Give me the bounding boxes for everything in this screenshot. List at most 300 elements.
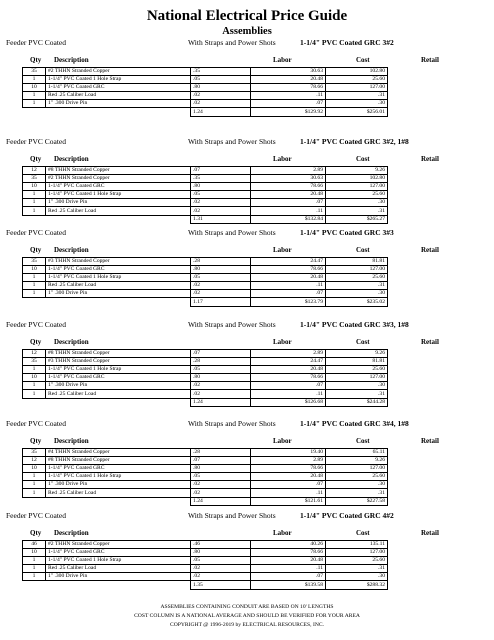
retail-cell: .30 [326, 573, 388, 581]
section-category: Feeder PVC Coated [6, 38, 66, 47]
qty-cell: 12 [23, 350, 46, 358]
description-cell: Red .25 Caliber Load [46, 390, 191, 398]
total-spacer [46, 298, 191, 306]
labor-header: Labor [273, 155, 292, 163]
table-row [23, 489, 388, 497]
qty-header: Qty [30, 437, 42, 445]
retail-cell: 127.00 [326, 465, 388, 473]
description-cell: 1-1/4" PVC Coated 1 Hole Strap [46, 76, 191, 84]
table-row [23, 274, 388, 282]
assembly-section [0, 137, 494, 224]
labor-cell: .02 [191, 207, 251, 215]
section-assembly-name: 1-1/4" PVC Coated GRC 3#3, 1#8 [300, 320, 409, 329]
cost-cell: 2.89 [251, 167, 326, 175]
retail-header: Retail [421, 338, 439, 346]
description-cell: 1" .300 Drive Pin [46, 573, 191, 581]
section-assembly-name: 1-1/4" PVC Coated GRC 3#3 [300, 228, 394, 237]
cost-cell: 20.48 [251, 274, 326, 282]
labor-cell: .35 [191, 68, 251, 76]
description-cell: #3 THHN Stranded Copper [46, 358, 191, 366]
retail-header: Retail [421, 155, 439, 163]
total-row [23, 581, 388, 589]
cost-cell: .11 [251, 565, 326, 573]
qty-cell: 1 [23, 473, 46, 481]
total-retail: $244.28 [326, 398, 388, 406]
retail-cell: .31 [326, 92, 388, 100]
cost-cell: 20.48 [251, 557, 326, 565]
section-category: Feeder PVC Coated [6, 511, 66, 520]
retail-header: Retail [421, 437, 439, 445]
qty-header: Qty [30, 246, 42, 254]
qty-cell: 1 [23, 100, 46, 108]
qty-cell: 1 [23, 282, 46, 290]
retail-cell: 65.11 [326, 449, 388, 457]
cost-cell: 40.26 [251, 541, 326, 549]
qty-cell: 1 [23, 207, 46, 215]
qty-cell: 35 [23, 175, 46, 183]
total-retail: $256.01 [326, 108, 388, 116]
cost-cell: 20.48 [251, 473, 326, 481]
labor-cell: .80 [191, 266, 251, 274]
qty-cell: 10 [23, 266, 46, 274]
description-cell: Red .25 Caliber Load [46, 282, 191, 290]
labor-cell: .07 [191, 167, 251, 175]
section-header [0, 137, 494, 149]
labor-cell: .02 [191, 481, 251, 489]
table-row [23, 266, 388, 274]
cost-header: Cost [356, 56, 370, 64]
cost-cell: .11 [251, 207, 326, 215]
labor-cell: .05 [191, 76, 251, 84]
section-note: With Straps and Power Shots [188, 419, 276, 428]
retail-cell: 25.60 [326, 557, 388, 565]
total-cost: $139.58 [251, 581, 326, 589]
description-cell: Red .25 Caliber Load [46, 92, 191, 100]
column-headers [0, 338, 494, 348]
labor-cell: .02 [191, 199, 251, 207]
total-row [23, 108, 388, 116]
retail-header: Retail [421, 246, 439, 254]
column-headers [0, 529, 494, 539]
cost-header: Cost [356, 338, 370, 346]
qty-cell: 1 [23, 366, 46, 374]
qty-cell: 1 [23, 191, 46, 199]
total-labor: 1.35 [191, 581, 251, 589]
qty-cell: 35 [23, 449, 46, 457]
table-row [23, 282, 388, 290]
cost-cell: .07 [251, 199, 326, 207]
cost-cell: 2.89 [251, 457, 326, 465]
qty-cell: 1 [23, 274, 46, 282]
description-header: Description [54, 155, 89, 163]
labor-cell: .46 [191, 541, 251, 549]
labor-header: Labor [273, 437, 292, 445]
description-header: Description [54, 529, 89, 537]
qty-cell: 10 [23, 183, 46, 191]
total-spacer [46, 581, 191, 589]
table-row [23, 457, 388, 465]
section-header [0, 38, 494, 50]
retail-cell: .30 [326, 481, 388, 489]
retail-cell: .30 [326, 382, 388, 390]
labor-cell: .80 [191, 84, 251, 92]
cost-cell: 30.63 [251, 68, 326, 76]
retail-cell: 127.00 [326, 549, 388, 557]
total-labor: 1.24 [191, 497, 251, 505]
labor-cell: .02 [191, 489, 251, 497]
total-cost: $123.79 [251, 298, 326, 306]
description-cell: #8 THHN Stranded Copper [46, 350, 191, 358]
total-row [23, 298, 388, 306]
retail-cell: 25.60 [326, 473, 388, 481]
table-row [23, 390, 388, 398]
retail-cell: 25.60 [326, 191, 388, 199]
labor-cell: .02 [191, 92, 251, 100]
qty-cell: 46 [23, 541, 46, 549]
cost-cell: 78.66 [251, 465, 326, 473]
total-row [23, 398, 388, 406]
retail-cell: 127.00 [326, 183, 388, 191]
total-labor: 1.17 [191, 298, 251, 306]
table-row [23, 465, 388, 473]
cost-cell: .07 [251, 100, 326, 108]
total-spacer [46, 108, 191, 116]
labor-cell: .02 [191, 282, 251, 290]
section-header [0, 511, 494, 523]
retail-cell: 127.00 [326, 374, 388, 382]
labor-cell: .05 [191, 191, 251, 199]
qty-cell: 1 [23, 573, 46, 581]
assembly-section [0, 38, 494, 117]
description-cell: #2 THHN Stranded Copper [46, 175, 191, 183]
labor-cell: .05 [191, 274, 251, 282]
total-retail: $265.27 [326, 215, 388, 223]
total-cost: $126.68 [251, 398, 326, 406]
labor-cell: .07 [191, 350, 251, 358]
cost-cell: 2.89 [251, 350, 326, 358]
qty-cell: 1 [23, 382, 46, 390]
qty-cell: 35 [23, 358, 46, 366]
labor-header: Labor [273, 56, 292, 64]
table-row [23, 358, 388, 366]
retail-cell: .31 [326, 282, 388, 290]
qty-cell: 1 [23, 489, 46, 497]
page-title: National Electrical Price Guide [146, 8, 348, 24]
description-cell: #2 THHN Stranded Copper [46, 68, 191, 76]
labor-cell: .80 [191, 374, 251, 382]
table-row [23, 76, 388, 84]
total-labor: 1.31 [191, 215, 251, 223]
cost-cell: 20.48 [251, 366, 326, 374]
items-table [22, 540, 388, 590]
qty-cell: 12 [23, 167, 46, 175]
section-category: Feeder PVC Coated [6, 419, 66, 428]
section-note: With Straps and Power Shots [188, 137, 276, 146]
items-table [22, 166, 388, 224]
section-category: Feeder PVC Coated [6, 320, 66, 329]
cost-header: Cost [356, 437, 370, 445]
total-row [23, 497, 388, 505]
cost-cell: 78.66 [251, 266, 326, 274]
table-row [23, 84, 388, 92]
labor-cell: .07 [191, 457, 251, 465]
labor-cell: .05 [191, 557, 251, 565]
assembly-section [0, 320, 494, 407]
labor-cell: .28 [191, 449, 251, 457]
retail-cell: 9.26 [326, 457, 388, 465]
retail-cell: 127.00 [326, 84, 388, 92]
labor-cell: .02 [191, 573, 251, 581]
total-retail: $227.58 [326, 497, 388, 505]
labor-cell: .02 [191, 565, 251, 573]
assembly-section [0, 228, 494, 307]
total-spacer [23, 108, 46, 116]
table-row [23, 290, 388, 298]
section-assembly-name: 1-1/4" PVC Coated GRC 4#2 [300, 511, 394, 520]
table-row [23, 191, 388, 199]
description-header: Description [54, 56, 89, 64]
section-assembly-name: 1-1/4" PVC Coated GRC 3#2, 1#8 [300, 137, 409, 146]
description-cell: Red .25 Caliber Load [46, 489, 191, 497]
table-row [23, 449, 388, 457]
table-row [23, 573, 388, 581]
labor-cell: .05 [191, 473, 251, 481]
qty-cell: 10 [23, 465, 46, 473]
qty-header: Qty [30, 56, 42, 64]
items-table [22, 448, 388, 506]
total-spacer [23, 215, 46, 223]
section-header [0, 419, 494, 431]
cost-cell: .11 [251, 390, 326, 398]
items-table [22, 349, 388, 407]
description-cell: 1" .300 Drive Pin [46, 199, 191, 207]
qty-cell: 1 [23, 565, 46, 573]
cost-header: Cost [356, 529, 370, 537]
cost-cell: 24.47 [251, 258, 326, 266]
description-cell: #4 THHN Stranded Copper [46, 449, 191, 457]
qty-cell: 35 [23, 258, 46, 266]
description-cell: 1-1/4" PVC Coated 1 Hole Strap [46, 274, 191, 282]
labor-cell: .05 [191, 366, 251, 374]
description-cell: 1-1/4" PVC Coated GRC [46, 374, 191, 382]
table-row [23, 175, 388, 183]
qty-cell: 1 [23, 557, 46, 565]
section-note: With Straps and Power Shots [188, 228, 276, 237]
table-row [23, 100, 388, 108]
table-row [23, 549, 388, 557]
description-cell: Red .25 Caliber Load [46, 207, 191, 215]
retail-cell: .30 [326, 290, 388, 298]
description-cell: 1-1/4" PVC Coated GRC [46, 183, 191, 191]
items-table [22, 257, 388, 307]
qty-cell: 10 [23, 84, 46, 92]
qty-cell: 1 [23, 481, 46, 489]
description-cell: #3 THHN Stranded Copper [46, 258, 191, 266]
section-note: With Straps and Power Shots [188, 511, 276, 520]
description-cell: 1" .300 Drive Pin [46, 100, 191, 108]
labor-cell: .28 [191, 358, 251, 366]
description-cell: 1-1/4" PVC Coated GRC [46, 84, 191, 92]
total-retail: $235.02 [326, 298, 388, 306]
total-labor: 1.24 [191, 398, 251, 406]
table-row [23, 199, 388, 207]
description-cell: 1-1/4" PVC Coated 1 Hole Strap [46, 473, 191, 481]
retail-cell: 9.26 [326, 167, 388, 175]
section-assembly-name: 1-1/4" PVC Coated GRC 3#2 [300, 38, 394, 47]
qty-cell: 35 [23, 68, 46, 76]
cost-cell: .11 [251, 92, 326, 100]
footer-line-cost: COST COLUMN IS A NATIONAL AVERAGE AND SHOULD BE VERIFIED FOR YOUR AREA [134, 613, 360, 619]
qty-header: Qty [30, 155, 42, 163]
table-row [23, 481, 388, 489]
total-spacer [23, 581, 46, 589]
table-row [23, 565, 388, 573]
table-row [23, 183, 388, 191]
cost-header: Cost [356, 155, 370, 163]
cost-cell: 78.66 [251, 84, 326, 92]
description-cell: #8 THHN Stranded Copper [46, 167, 191, 175]
cost-cell: 24.47 [251, 358, 326, 366]
cost-header: Cost [356, 246, 370, 254]
total-spacer [23, 398, 46, 406]
cost-cell: .07 [251, 481, 326, 489]
section-header [0, 228, 494, 240]
description-cell: 1" .300 Drive Pin [46, 481, 191, 489]
retail-cell: 25.60 [326, 274, 388, 282]
assembly-section [0, 419, 494, 506]
description-cell: 1-1/4" PVC Coated GRC [46, 465, 191, 473]
table-row [23, 68, 388, 76]
description-cell: 1-1/4" PVC Coated GRC [46, 266, 191, 274]
retail-cell: .30 [326, 100, 388, 108]
labor-cell: .80 [191, 549, 251, 557]
retail-cell: 25.60 [326, 366, 388, 374]
qty-cell: 1 [23, 290, 46, 298]
qty-cell: 1 [23, 390, 46, 398]
section-header [0, 320, 494, 332]
labor-cell: .35 [191, 175, 251, 183]
cost-cell: 20.48 [251, 191, 326, 199]
retail-cell: .30 [326, 199, 388, 207]
table-row [23, 92, 388, 100]
retail-cell: 135.11 [326, 541, 388, 549]
footer-line-conduit: ASSEMBLIES CONTAINING CONDUIT ARE BASED ON 10' LENGTHS [160, 604, 334, 610]
cost-cell: .07 [251, 290, 326, 298]
table-row [23, 258, 388, 266]
description-header: Description [54, 338, 89, 346]
retail-cell: 81.81 [326, 258, 388, 266]
description-cell: #2 THHN Stranded Copper [46, 541, 191, 549]
table-row [23, 207, 388, 215]
cost-cell: 78.66 [251, 549, 326, 557]
cost-cell: .11 [251, 282, 326, 290]
items-table [22, 67, 388, 117]
cost-cell: .07 [251, 573, 326, 581]
retail-cell: .31 [326, 207, 388, 215]
labor-cell: .28 [191, 258, 251, 266]
description-cell: #8 THHN Stranded Copper [46, 457, 191, 465]
description-cell: 1" .300 Drive Pin [46, 290, 191, 298]
labor-header: Labor [273, 529, 292, 537]
retail-header: Retail [421, 56, 439, 64]
qty-cell: 1 [23, 92, 46, 100]
retail-cell: 9.26 [326, 350, 388, 358]
table-row [23, 541, 388, 549]
retail-cell: 25.60 [326, 76, 388, 84]
section-category: Feeder PVC Coated [6, 137, 66, 146]
description-cell: 1-1/4" PVC Coated GRC [46, 549, 191, 557]
cost-cell: 78.66 [251, 374, 326, 382]
total-spacer [46, 215, 191, 223]
labor-header: Labor [273, 338, 292, 346]
labor-cell: .02 [191, 390, 251, 398]
retail-cell: .31 [326, 565, 388, 573]
column-headers [0, 155, 494, 165]
labor-cell: .02 [191, 100, 251, 108]
retail-cell: 102.80 [326, 68, 388, 76]
labor-cell: .02 [191, 290, 251, 298]
labor-cell: .02 [191, 382, 251, 390]
total-spacer [23, 298, 46, 306]
table-row [23, 350, 388, 358]
total-spacer [46, 497, 191, 505]
column-headers [0, 246, 494, 256]
total-spacer [23, 497, 46, 505]
description-cell: 1-1/4" PVC Coated 1 Hole Strap [46, 557, 191, 565]
qty-cell: 10 [23, 549, 46, 557]
total-cost: $132.84 [251, 215, 326, 223]
retail-cell: 127.00 [326, 266, 388, 274]
description-cell: 1-1/4" PVC Coated 1 Hole Strap [46, 191, 191, 199]
cost-cell: 78.66 [251, 183, 326, 191]
page-subtitle: Assemblies [222, 26, 272, 37]
qty-header: Qty [30, 338, 42, 346]
cost-cell: .07 [251, 382, 326, 390]
labor-cell: .80 [191, 465, 251, 473]
qty-header: Qty [30, 529, 42, 537]
description-cell: Red .25 Caliber Load [46, 565, 191, 573]
qty-cell: 1 [23, 199, 46, 207]
section-note: With Straps and Power Shots [188, 320, 276, 329]
cost-cell: .11 [251, 489, 326, 497]
retail-cell: 81.81 [326, 358, 388, 366]
retail-cell: 102.80 [326, 175, 388, 183]
column-headers [0, 56, 494, 66]
total-cost: $121.61 [251, 497, 326, 505]
table-row [23, 557, 388, 565]
assembly-section [0, 511, 494, 590]
qty-cell: 1 [23, 76, 46, 84]
table-row [23, 167, 388, 175]
cost-cell: 20.48 [251, 76, 326, 84]
cost-cell: 30.63 [251, 175, 326, 183]
labor-header: Labor [273, 246, 292, 254]
total-spacer [46, 398, 191, 406]
total-retail: $288.32 [326, 581, 388, 589]
description-cell: 1" .300 Drive Pin [46, 382, 191, 390]
qty-cell: 12 [23, 457, 46, 465]
table-row [23, 374, 388, 382]
total-cost: $129.92 [251, 108, 326, 116]
description-header: Description [54, 246, 89, 254]
table-row [23, 366, 388, 374]
total-row [23, 215, 388, 223]
cost-cell: 19.40 [251, 449, 326, 457]
retail-cell: .31 [326, 390, 388, 398]
description-cell: 1-1/4" PVC Coated 1 Hole Strap [46, 366, 191, 374]
section-note: With Straps and Power Shots [188, 38, 276, 47]
section-assembly-name: 1-1/4" PVC Coated GRC 3#4, 1#8 [300, 419, 409, 428]
